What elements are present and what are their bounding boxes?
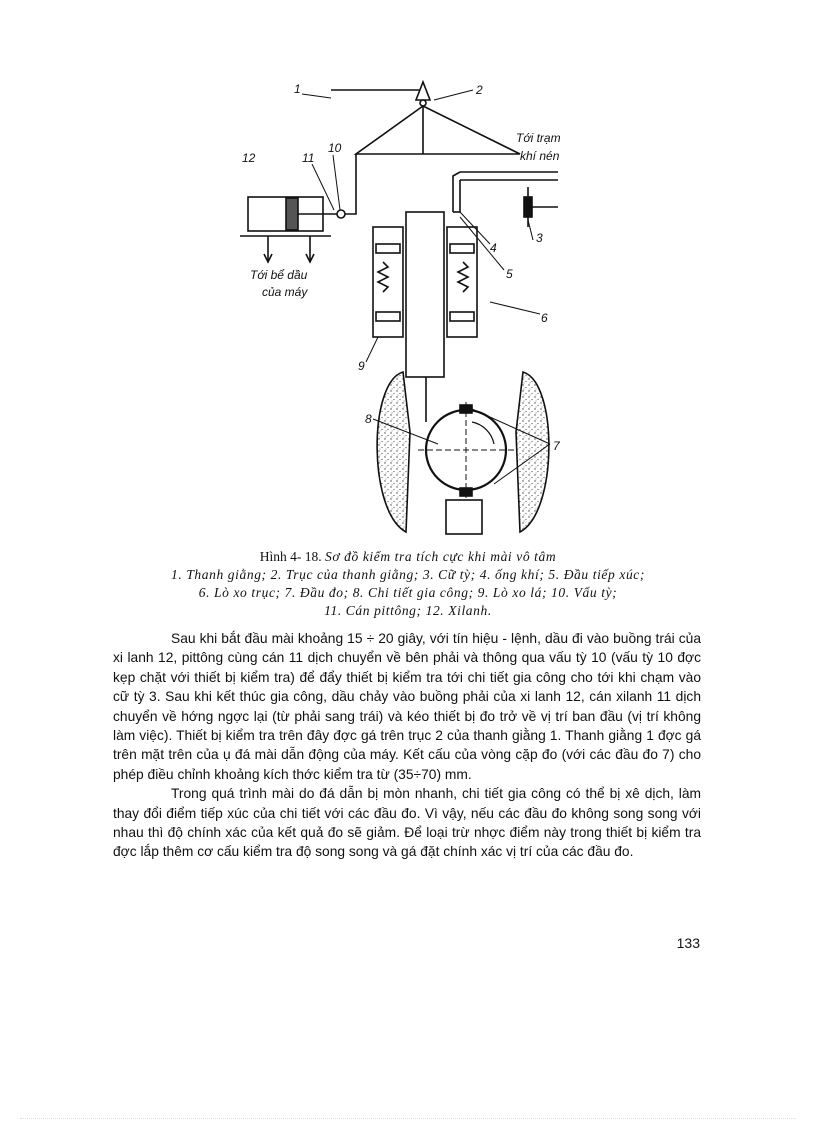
footer-rule (20, 1118, 796, 1119)
schematic-figure (228, 72, 568, 542)
caption-legend-line: 1. Thanh giằng; 2. Trục của thanh giằng; 3. Cữ tỳ; 4. ống khí; 5. Đầu tiếp xúc; (171, 567, 645, 582)
caption-title (110, 548, 706, 566)
paragraph: Sau khi bắt đầu mài khoảng 15 ÷ 20 giây, với tín hiệu - lệnh, dầu đi vào buồng trái của xi lanh 12, pittông cùng cán 11 dịch chuyển về bên phải và thông qua vấu tỳ 10 (vấu tỳ 10 đợc kẹp chặt với thiết bị kiểm tra) để đẩy thiết bị kiểm tra tới chi tiết gia công cho tới khi chạm vào cữ tỳ 3. Sau khi kết thúc gia công, dầu chảy vào buồng phải của xi lanh 12, cán xilanh 11 dịch chuyển về hớng ngợc lại (từ phải sang trái) và kéo thiết bị đo trở về vị trí ban đầu (vị trí không làm việc). Thiết bị kiểm tra trên đây đợc gá trên trục 2 của thanh giằng 1. Thanh giằng 1 đợc gá trên mặt trên của ụ đá mài dẫn động của máy. Kết cấu của vòng cặp đo (với các đầu đo 7) cho phép điều chỉnh khoảng kích thớc kiểm tra từ (35÷70) mm. (113, 631, 701, 782)
tie-rod-pivot (416, 82, 430, 100)
page-number: 133 (676, 935, 700, 951)
figure-caption (110, 548, 706, 620)
label-7: 7 (553, 439, 560, 453)
label-5: 5 (506, 267, 513, 281)
grinding-wheel-left (377, 372, 410, 532)
label-air-line1: Tới trạm (516, 131, 561, 145)
label-3: 3 (536, 231, 543, 245)
label-6: 6 (541, 311, 548, 325)
caption-figure-number: Hình 4- 18. (259, 549, 322, 564)
gauge-head-bottom (460, 488, 472, 496)
regulating-wheel-right (516, 372, 549, 532)
measuring-column (406, 212, 444, 377)
work-rest-blade (446, 500, 482, 534)
label-11: 11 (302, 151, 315, 165)
caption-legend-line: 11. Cán pittông; 12. Xilanh. (324, 603, 492, 618)
label-2: 2 (476, 83, 483, 97)
label-12: 12 (242, 151, 256, 165)
label-10: 10 (328, 141, 342, 155)
body-text (113, 629, 701, 862)
label-oil-line1: Tới bể dầu (250, 268, 308, 282)
label-1: 1 (294, 82, 301, 96)
lug (337, 210, 345, 218)
spring-left (378, 262, 388, 292)
label-4: 4 (490, 241, 497, 255)
active-gauging-diagram (228, 72, 568, 542)
tie-rod (331, 82, 423, 90)
gauge-head-top (460, 405, 472, 413)
caption-title-text: Sơ đồ kiểm tra tích cực khi mài vô tâm (325, 549, 557, 564)
label-9: 9 (358, 359, 365, 373)
label-air-line2: khí nén (520, 149, 560, 163)
support-frame (356, 106, 520, 154)
caption-legend-line: 6. Lò xo trục; 7. Đầu đo; 8. Chi tiết gia công; 9. Lò xo lá; 10. Vấu tỳ; (198, 585, 618, 600)
label-8: 8 (365, 412, 372, 426)
spring-right (458, 262, 468, 292)
label-oil-line2: của máy (262, 285, 308, 299)
paragraph: Trong quá trình mài do đá dẫn bị mòn nhanh, chi tiết gia công có thể bị xê dịch, làm thay đổi điểm tiếp xúc của chi tiết với các đầu đo. Vì vậy, nếu các đầu đo không song song với nhau thì độ chính xác của kết quả đo sẽ giảm. Để loại trừ nhợc điểm này trong thiết bị kiểm tra đợc lắp thêm cơ cấu kiểm tra độ song song và gá đặt chính xác vị trí của các đầu đo. (113, 786, 701, 860)
